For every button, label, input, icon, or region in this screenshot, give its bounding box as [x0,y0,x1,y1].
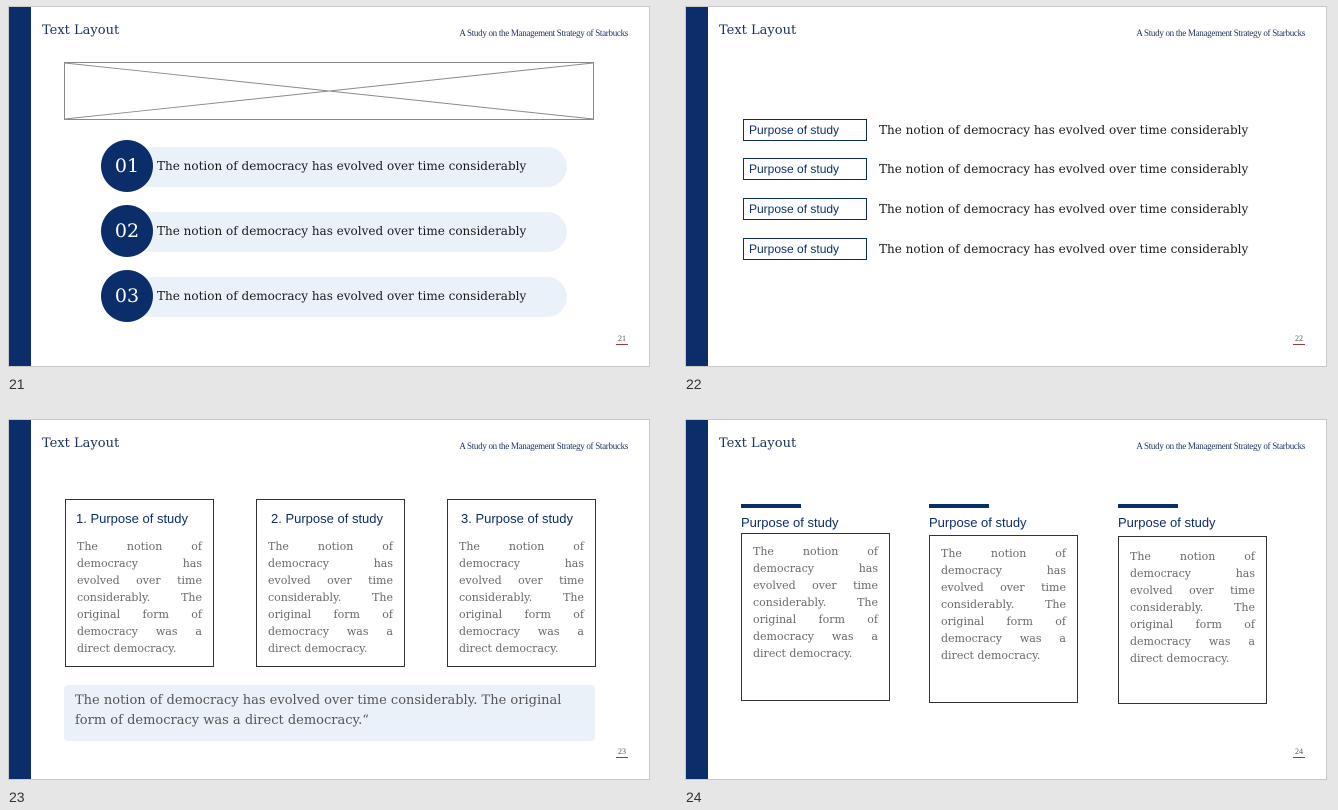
purpose-row [743,198,1303,220]
item-number-badge: 01 [101,140,153,192]
purpose-text: The notion of democracy has evolved over time considerably [879,242,1249,256]
page-number: 24 [1295,747,1303,756]
numbered-item [101,212,567,252]
purpose-text: The notion of democracy has evolved over time considerably [879,202,1249,216]
quote-box: The notion of democracy has evolved over time considerably. The original form of democracy was a direct democracy.“ [64,685,595,741]
card-body: The notion of democracy has evolved over time considerably. The original form of democracy was a direct democracy. [268,540,393,655]
item-text: The notion of democracy has evolved over time considerably [157,224,527,238]
slide-subtitle: A Study on the Management Strategy of Starbucks [1136,28,1305,38]
page-number: 21 [618,334,626,343]
purpose-tag: Purpose of study [743,119,867,141]
column-heading: Purpose of study [1118,515,1216,530]
slide-thumbnail-22[interactable] [685,6,1327,367]
card-heading: 2. Purpose of study [271,511,384,526]
purpose-tag: Purpose of study [743,238,867,260]
purpose-row [743,158,1303,180]
purpose-card [65,499,214,667]
slide-accent-bar [686,420,708,779]
image-placeholder [64,62,594,120]
slide-title: Text Layout [42,436,120,451]
purpose-text: The notion of democracy has evolved over time considerably [879,123,1249,137]
column-heading: Purpose of study [741,515,839,530]
column-card [929,535,1078,703]
slide-accent-bar [9,420,31,779]
slide-number-label: 23 [9,789,25,805]
slide-thumbnail-24[interactable] [685,419,1327,780]
slide-accent-bar [686,7,708,366]
column-accent-line [741,504,801,508]
placeholder-cross-icon [65,63,593,119]
page-number: 22 [1295,334,1303,343]
column-card [1118,536,1267,704]
card-body: The notion of democracy has evolved over time considerably. The original form of democracy was a direct democracy. [1130,550,1255,665]
slide-subtitle: A Study on the Management Strategy of Starbucks [1136,441,1305,451]
numbered-item [101,277,567,317]
slide-title: Text Layout [719,23,797,38]
item-text: The notion of democracy has evolved over time considerably [157,289,527,303]
purpose-card [447,499,596,667]
card-body: The notion of democracy has evolved over time considerably. The original form of democracy was a direct democracy. [753,545,878,660]
slide-number-label: 22 [686,376,702,392]
slide-thumbnail-23[interactable] [8,419,650,780]
card-heading: 3. Purpose of study [461,511,574,526]
card-body: The notion of democracy has evolved over time considerably. The original form of democracy was a direct democracy. [459,540,584,655]
slide-number-label: 21 [9,376,25,392]
slide-thumbnail-21[interactable] [8,6,650,367]
page-number: 23 [618,747,626,756]
slide-title: Text Layout [719,436,797,451]
slide-number-label: 24 [686,789,702,805]
column-accent-line [929,504,989,508]
card-body: The notion of democracy has evolved over time considerably. The original form of democracy was a direct democracy. [941,547,1066,662]
column-card [741,533,890,701]
slide-accent-bar [9,7,31,366]
slide-title: Text Layout [42,23,120,38]
slide-subtitle: A Study on the Management Strategy of Starbucks [459,28,628,38]
purpose-tag: Purpose of study [743,198,867,220]
card-heading: 1. Purpose of study [76,511,189,526]
purpose-card [256,499,405,667]
numbered-item [101,147,567,187]
item-text: The notion of democracy has evolved over time considerably [157,159,527,173]
item-number-badge: 02 [101,205,153,257]
item-number-badge: 03 [101,270,153,322]
column-accent-line [1118,504,1178,508]
column-heading: Purpose of study [929,515,1027,530]
purpose-tag: Purpose of study [743,158,867,180]
purpose-row [743,119,1303,141]
purpose-text: The notion of democracy has evolved over time considerably [879,162,1249,176]
slide-subtitle: A Study on the Management Strategy of Starbucks [459,441,628,451]
purpose-row [743,238,1303,260]
card-body: The notion of democracy has evolved over time considerably. The original form of democracy was a direct democracy. [77,540,202,655]
